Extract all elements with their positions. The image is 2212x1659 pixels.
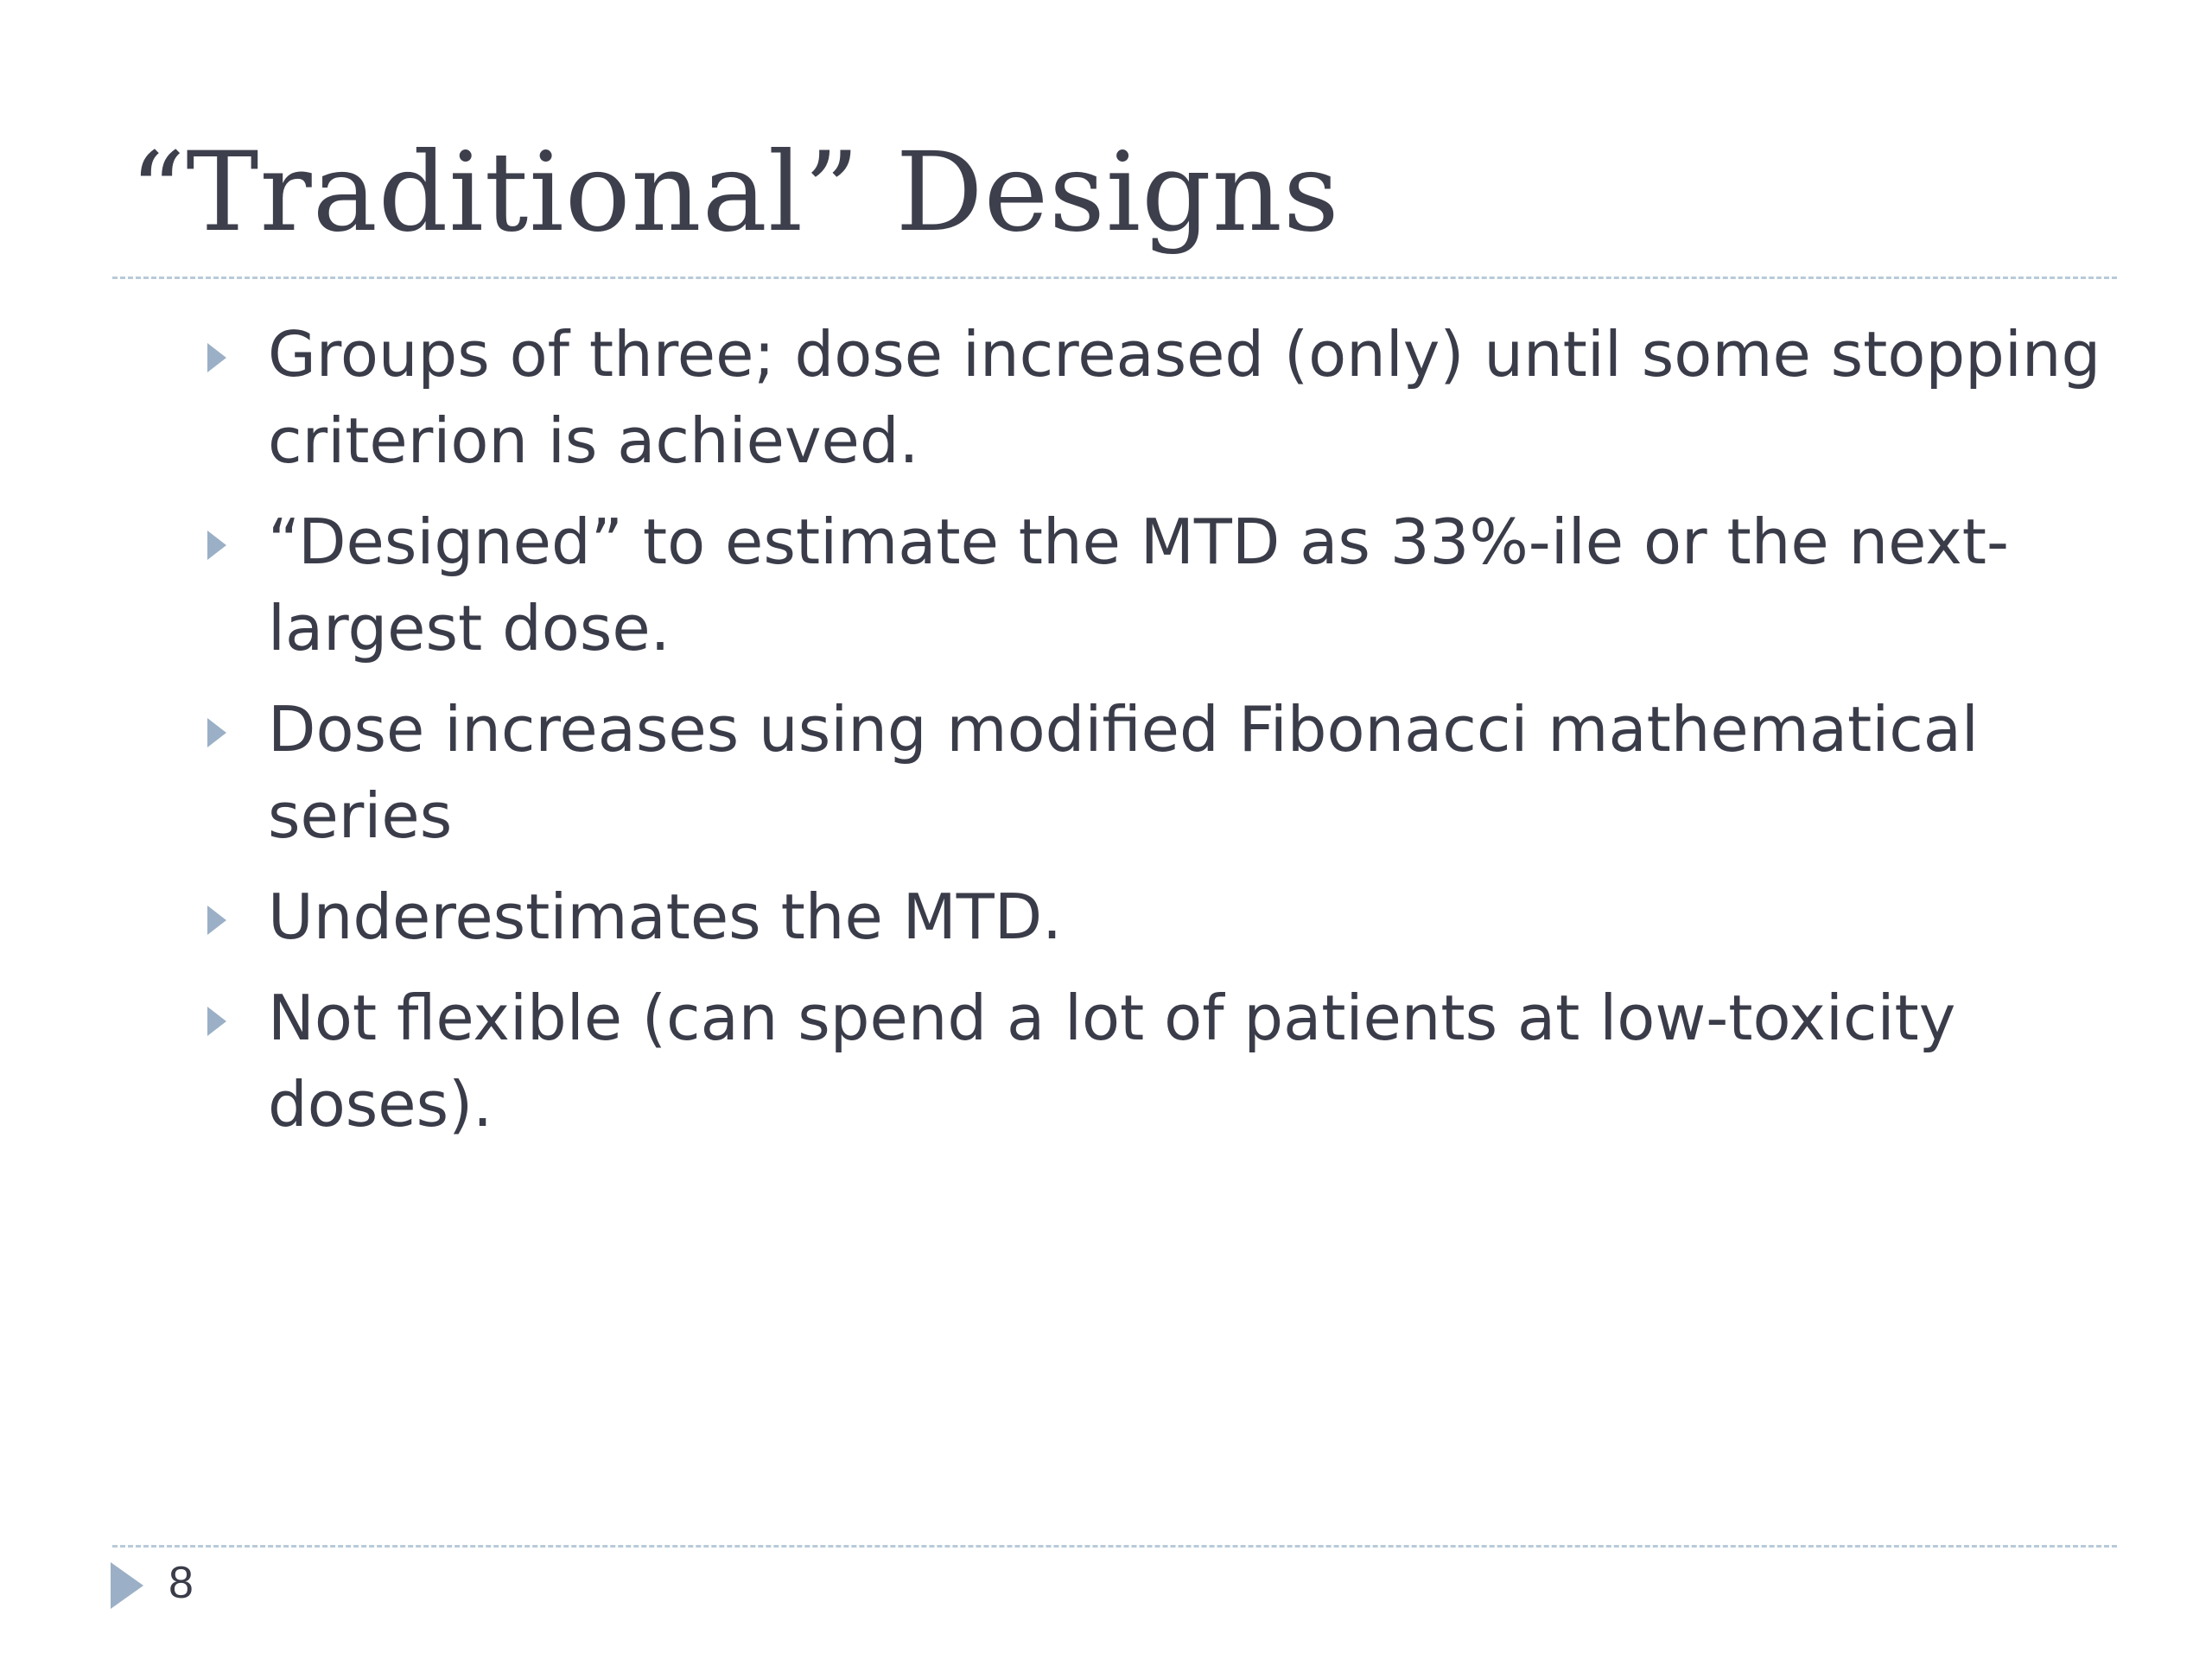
slide-title: “Traditional” Designs (130, 129, 1340, 256)
bullet-item (203, 311, 2121, 484)
bullet-text: Underestimates the MTD. (268, 880, 1063, 953)
footer-divider (112, 1545, 2117, 1548)
bullet-text: Groups of three; dose increased (only) until some stopping criterion is achieved. (268, 318, 2101, 477)
bullet-list (203, 311, 2121, 1162)
bullet-item (203, 975, 2121, 1147)
bullet-text: “Designed” to estimate the MTD as 33%-ile or the next-largest dose. (268, 505, 2010, 664)
title-divider (112, 276, 2117, 279)
triangle-right-icon (207, 531, 226, 560)
bullet-item (203, 499, 2121, 671)
triangle-right-icon (207, 718, 226, 747)
bullet-item (203, 686, 2121, 859)
triangle-right-icon (207, 1007, 226, 1036)
page-number: 8 (168, 1558, 194, 1608)
triangle-right-icon (207, 906, 226, 935)
triangle-right-icon (207, 343, 226, 372)
bullet-item (203, 874, 2121, 960)
bullet-text: Not flexible (can spend a lot of patients at low-toxicity doses). (268, 982, 1956, 1141)
bullet-text: Dose increases using modified Fibonacci mathematical series (268, 693, 1979, 852)
footer-triangle-icon (111, 1562, 143, 1609)
